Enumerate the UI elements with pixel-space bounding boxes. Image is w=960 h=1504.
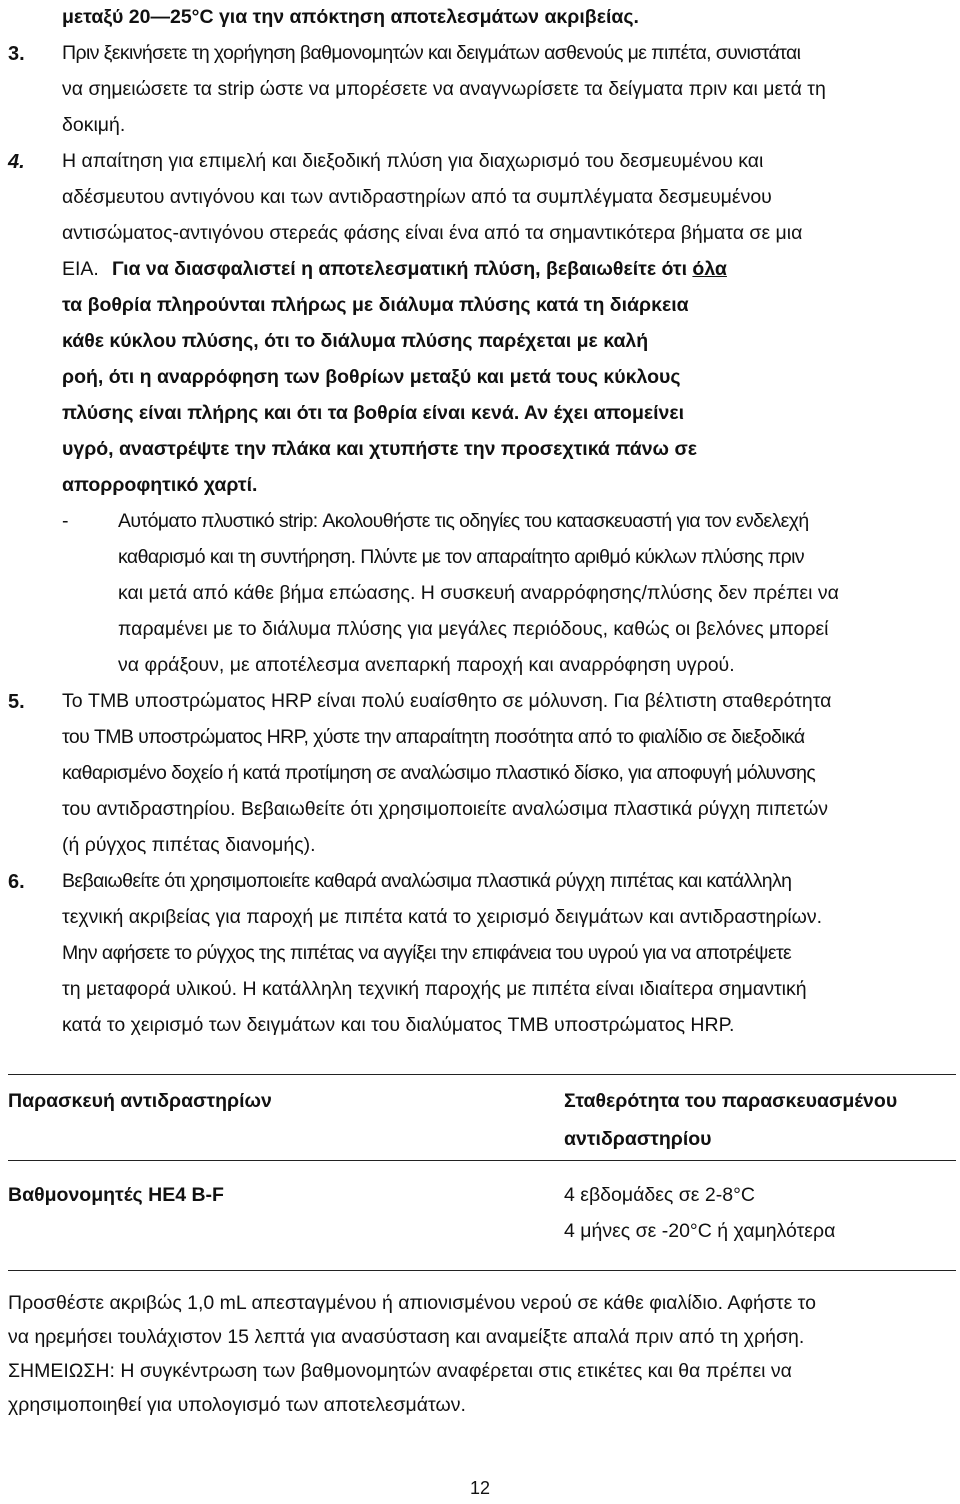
table-header-right-line-2: αντιδραστηρίου	[564, 1128, 712, 1150]
item-6-line-5: κατά το χειρισμό των δειγμάτων και του διαλύματος TMB υποστρώματος HRP.	[62, 1014, 735, 1036]
item-4-number: 4.	[8, 151, 25, 173]
item-6-number: 6.	[8, 871, 25, 893]
item-4-line-1: Η απαίτηση για επιμελή και διεξοδική πλύση για διαχωρισμό του δεσμευμένου και	[62, 150, 764, 172]
intro-tail: μεταξύ 20—25°C για την απόκτηση αποτελεσμάτων ακριβείας.	[62, 6, 639, 28]
item-5-line-4: του αντιδραστηρίου. Βεβαιωθείτε ότι χρησιμοποιείτε αναλώσιμα πλαστικά ρύγχη πιπετών	[62, 798, 829, 820]
item-5-line-5: (ή ρύγχος πιπέτας διανομής).	[62, 834, 316, 856]
item-6-line-3: Μην αφήσετε το ρύγχος της πιπέτας να αγγίξει την επιφάνεια του υγρού για να αποτρέψετε	[62, 942, 792, 964]
item-4-bold-line-2: τα βοθρία πληρούνται πλήρως με διάλυμα πλύσης κατά τη διάρκεια	[62, 294, 689, 316]
item-4-bold-line-7: απορροφητικό χαρτί.	[62, 474, 258, 496]
bullet-line-5: να φράξουν, με αποτέλεσμα ανεπαρκή παροχή και αναρρόφηση υγρού.	[118, 654, 735, 676]
item-3-number: 3.	[8, 43, 25, 65]
table-header-rule	[8, 1160, 956, 1161]
item-4-line-3: αντισώματος-αντιγόνου στερεάς φάσης είναι ένα από τα σημαντικότερα βήματα σε μια	[62, 222, 803, 244]
note-line-2: να ηρεμήσει τουλάχιστον 15 λεπτά για ανασύσταση και αναμείξτε απαλά πριν από τη χρήση.	[8, 1326, 805, 1348]
item-4-bold-line-5: πλύσης είναι πλήρης και ότι τα βοθρία είναι κενά. Αν έχει απομείνει	[62, 402, 685, 424]
item-5-line-2: του TMB υποστρώματος HRP, χύστε την απαραίτητη ποσότητα από το φιαλίδιο σε διεξοδικά	[62, 726, 805, 748]
note-line-4: χρησιμοποιηθεί για υπολογισμό των αποτελεσμάτων.	[8, 1394, 466, 1416]
item-5-line-1: Το TMB υποστρώματος HRP είναι πολύ ευαίσθητο σε μόλυνση. Για βέλτιστη σταθερότητα	[62, 690, 832, 712]
item-3-line-2: να σημειώσετε τα strip ώστε να μπορέσετε να αναγνωρίσετε τα δείγματα πριν και μετά τη	[62, 78, 826, 100]
item-4-eia: EIA.	[62, 258, 99, 280]
item-6-line-1: Βεβαιωθείτε ότι χρησιμοποιείτε καθαρά αναλώσιμα πλαστικά ρύγχη πιπέτας και κατάλληλη	[62, 870, 792, 892]
bullet-dash: -	[62, 510, 69, 532]
item-5-line-3: καθαρισμένο δοχείο ή κατά προτίμηση σε αναλώσιμο πλαστικό δίσκο, για αποφυγή μόλυνσης	[62, 762, 816, 784]
item-4-bold-line-6: υγρό, αναστρέψτε την πλάκα και χτυπήστε την προσεχτικά πάνω σε	[62, 438, 698, 460]
note-line-3: ΣΗΜΕΙΩΣΗ: Η συγκέντρωση των βαθμονομητών αναφέρεται στις ετικέτες και θα πρέπει να	[8, 1360, 792, 1382]
item-3-line-3: δοκιμή.	[62, 114, 126, 136]
table-top-rule	[8, 1074, 956, 1075]
bullet-line-1: Αυτόματο πλυστικό strip: Ακολουθήστε τις οδηγίες του κατασκευαστή για τον ενδελεχή	[118, 510, 809, 532]
bullet-line-2: καθαρισμό και τη συντήρηση. Πλύντε με τον απαραίτητο αριθμό κύκλων πλύσης πριν	[118, 546, 805, 568]
table-bottom-rule	[8, 1270, 956, 1271]
item-4-line-2: αδέσμευτου αντιγόνου και των αντιδραστηρίων από τα συμπλέγματα δεσμευμένου	[62, 186, 772, 208]
item-4-bold-line-4: ροή, ότι η αναρρόφηση των βοθρίων μεταξύ και μετά τους κύκλους	[62, 366, 681, 388]
item-4-bold-line-1	[112, 260, 727, 280]
item-4-underlined-word: όλα	[692, 258, 727, 280]
note-line-1: Προσθέστε ακριβώς 1,0 mL απεσταγμένου ή απιονισμένου νερού σε κάθε φιαλίδιο. Αφήστε το	[8, 1292, 816, 1314]
table-header-left: Παρασκευή αντιδραστηρίων	[8, 1090, 272, 1112]
table-row-left: Βαθμονομητές HE4 B-F	[8, 1184, 224, 1206]
item-6-line-4: τη μεταφορά υλικού. Η κατάλληλη τεχνική παροχής με πιπέτα είναι ιδιαίτερα σημαντική	[62, 978, 807, 1000]
item-3-line-1: Πριν ξεκινήσετε τη χορήγηση βαθμονομητών και δειγμάτων ασθενούς με πιπέτα, συνιστάται	[62, 42, 801, 64]
item-6-line-2: τεχνική ακριβείας για παροχή με πιπέτα κατά το χειρισμό δειγμάτων και αντιδραστηρίων.	[62, 906, 823, 928]
item-5-number: 5.	[8, 691, 25, 713]
bullet-line-4: παραμένει με το διάλυμα πλύσης για μεγάλες περιόδους, καθώς οι βελόνες μπορεί	[118, 618, 829, 640]
item-4-bold-text: Για να διασφαλιστεί η αποτελεσματική πλύση, βεβαιωθείτε ότι	[112, 258, 687, 280]
bullet-line-3: και μετά από κάθε βήμα επώασης. Η συσκευή αναρρόφησης/πλύσης δεν πρέπει να	[118, 582, 839, 604]
item-4-bold-line-3: κάθε κύκλου πλύσης, ότι το διάλυμα πλύσης παρέχεται με καλή	[62, 330, 649, 352]
page-number: 12	[469, 1478, 491, 1498]
table-row-right-line-1: 4 εβδομάδες σε 2-8°C	[564, 1184, 755, 1206]
table-row-right-line-2: 4 μήνες σε -20°C ή χαμηλότερα	[564, 1220, 836, 1242]
table-header-right-line-1: Σταθερότητα του παρασκευασμένου	[564, 1090, 898, 1112]
